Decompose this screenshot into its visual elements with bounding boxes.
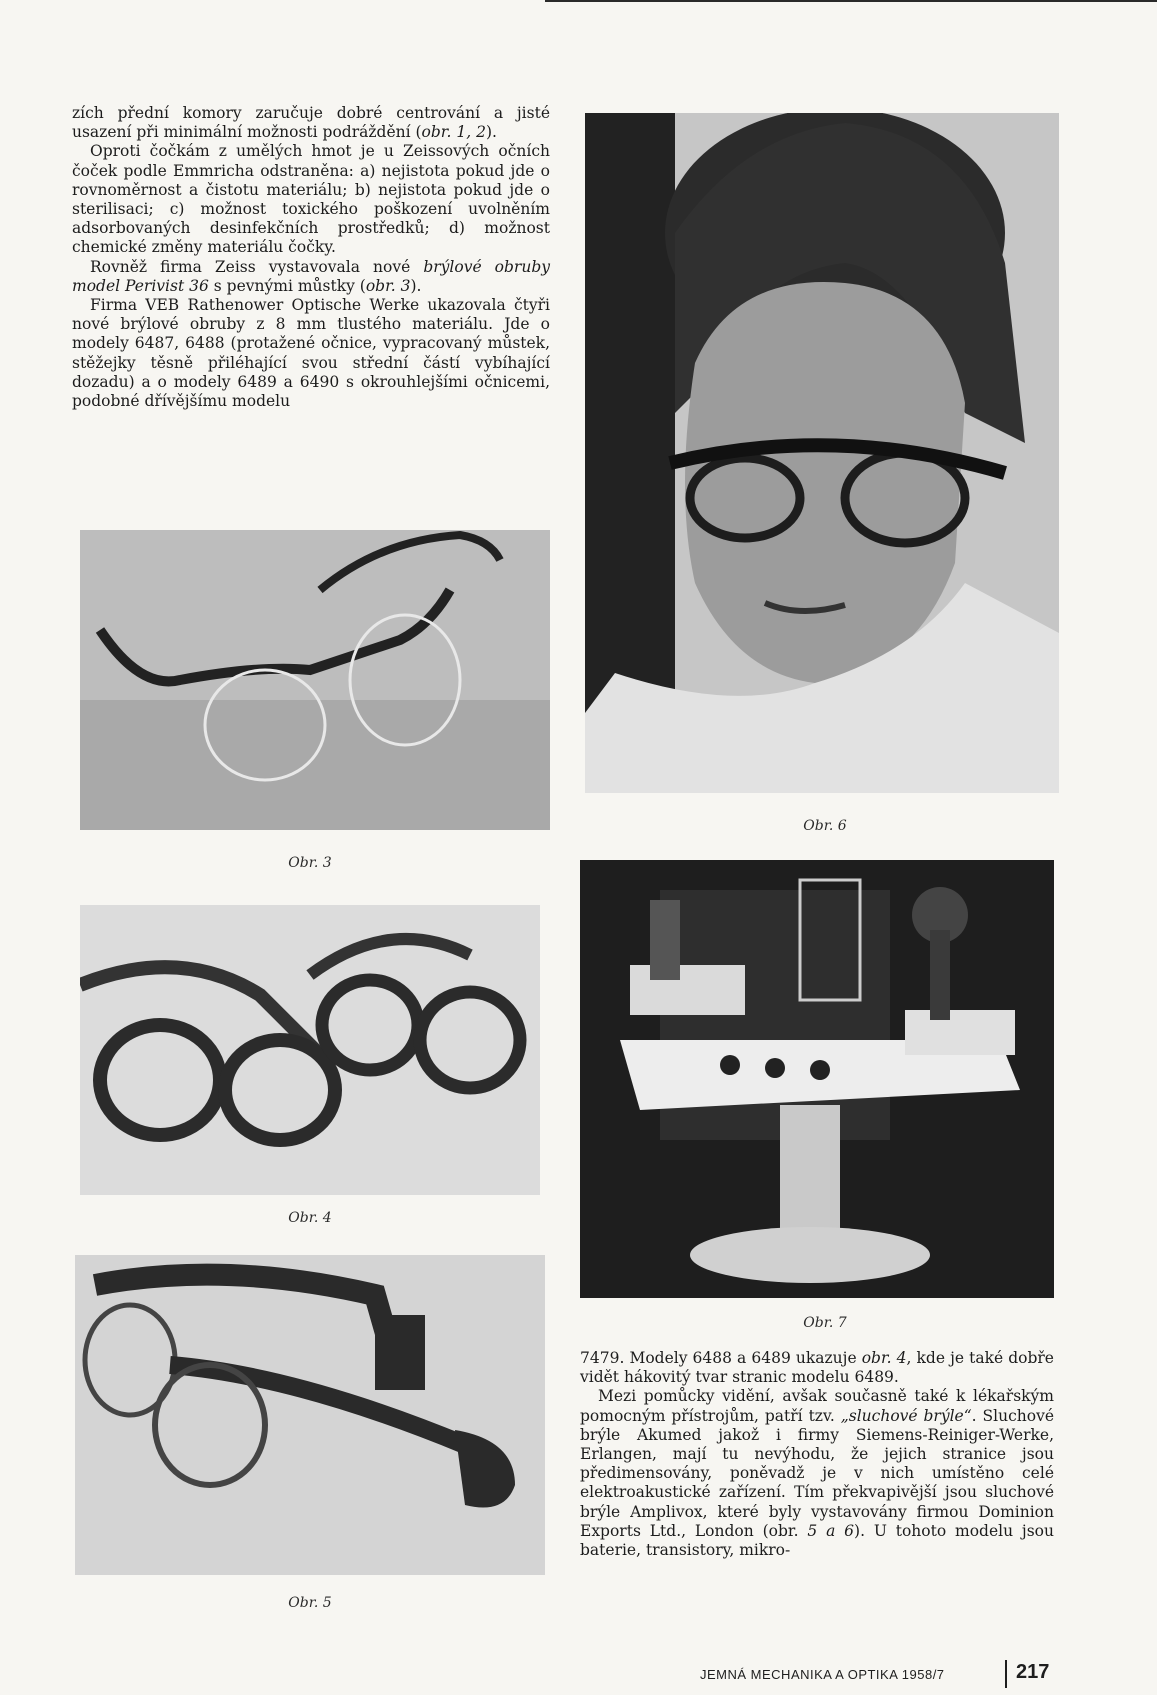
paragraph: Firma VEB Rathenower Optische Werke ukazovala čtyři nové brýlové obruby z 8 mm tlustého materiálu. Jde o modely 6487, 6488 (protažené očnice, vypracovaný můstek, stěžejky těsně přiléhající svou střední částí vybíhající dozadu) a o modely 6489 a 6490 s okrouhlejšími očnicemi, podobné dřívějšímu modelu (72, 296, 550, 411)
figure-6-portrait-photo (585, 113, 1059, 793)
figure-4-caption: Obr. 4 (288, 1210, 332, 1226)
paragraph: 7479. Modely 6488 a 6489 ukazuje obr. 4, kde je také dobře vidět hákovitý tvar stranic modelu 6489. (580, 1349, 1054, 1387)
figure-5-hearing-glasses-photo (75, 1255, 545, 1575)
figure-7-caption: Obr. 7 (803, 1315, 847, 1331)
journal-footer: JEMNÁ MECHANIKA A OPTIKA 1958/7 (700, 1667, 945, 1682)
figure-5-caption: Obr. 5 (288, 1595, 332, 1611)
footer-divider (1005, 1660, 1007, 1688)
paragraph: Rovněž firma Zeiss vystavovala nové brýlové obruby model Perivist 36 s pevnými můstky (obr. 3). (72, 257, 550, 295)
top-rule (545, 0, 1157, 2)
figure-3-caption: Obr. 3 (288, 855, 332, 871)
paragraph: zích přední komory zaručuje dobré centrování a jisté usazení při minimální možnosti podráždění (obr. 1, 2). (72, 104, 550, 142)
page-number: 217 (1016, 1661, 1050, 1683)
figure-4-glasses-photo (80, 905, 540, 1195)
right-text-column (580, 1349, 1054, 1560)
figure-7-instrument-photo (580, 860, 1054, 1298)
paragraph: Oproti čočkám z umělých hmot je u Zeissových očních čoček podle Emmricha odstraněna: a) nejistota pokud jde o rovnoměrnost a čistotu materiálu; b) nejistota pokud jde o sterilisaci; c) možnost toxického poškození uvolněním adsorbovaných desinfekčních prostředků; d) možnost chemické změny materiálu čočky. (72, 142, 550, 257)
left-text-column (72, 104, 550, 411)
paragraph: Mezi pomůcky vidění, avšak současně také k lékařským pomocným přístrojům, patří tzv. „sluchové brýle“. Sluchové brýle Akumed jakož i firmy Siemens-Reiniger-Werke, Erlangen, mají tu nevýhodu, že jejich stranice jsou předimensovány, poněvadž je v nich umístěno celé elektroakustické zařízení. Tím překvapivější jsou sluchové brýle Amplivox, které byly vystavovány firmou Dominion Exports Ltd., London (obr. 5 a 6). U tohoto modelu jsou baterie, transistory, mikro- (580, 1387, 1054, 1560)
figure-6-caption: Obr. 6 (803, 818, 847, 834)
figure-3-glasses-photo (80, 530, 550, 830)
